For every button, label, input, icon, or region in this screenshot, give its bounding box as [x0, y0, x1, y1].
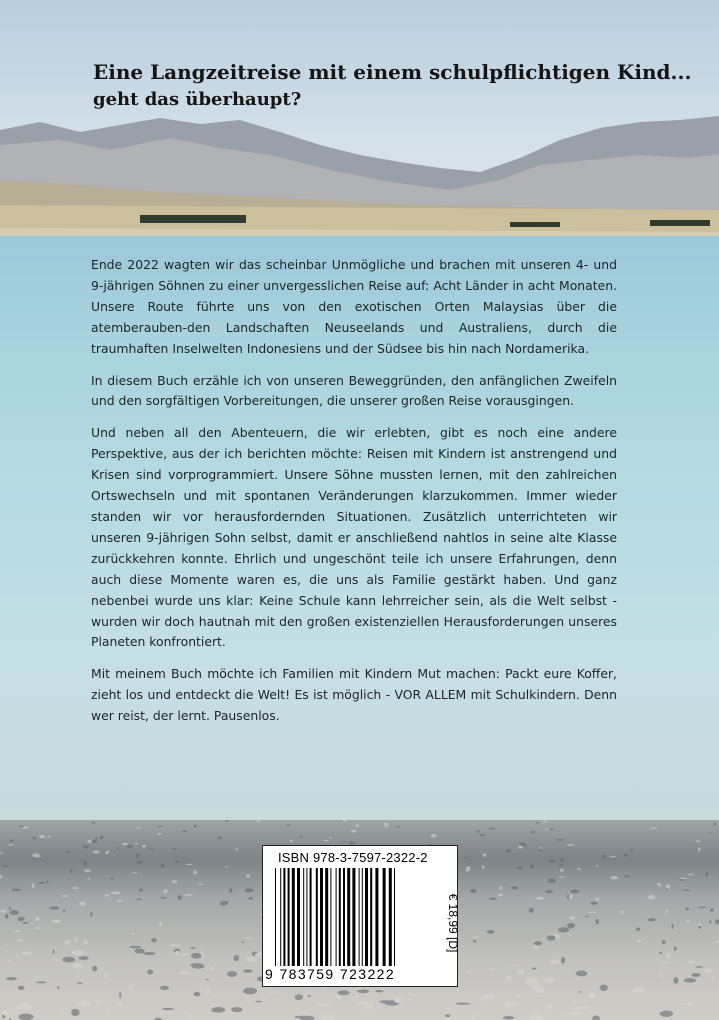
blurb-paragraph-3: Und neben all den Abenteuern, die wir erlebten, gibt es noch eine andere Perspektive, aus der ich berichten möchte: Reisen mit Kindern ist anstrengend und Krisen sind vorprogrammiert. Unsere Söhne mussten lernen, mit den zahlreichen Ortswechseln und mit spontanen Veränderungen klarzukommen. Immer wieder standen wir vor herausfordernden Situationen. Zusätzlich unterrichteten wir unseren 9-jährigen Sohn selbst, damit er anschließend nahtlos in seine alte Klasse zurückkehren konnte. Ehrlich und ungeschönt teile ich unsere Erfahrungen, denn auch diese Momente waren es, die uns als Familie gestärkt haben. Und ganz nebenbei wurde uns klar: Keine Schule kann lehrreicher sein, als die Welt selbst - wurden wir doch hautnah mit den großen existenziellen Herausforderungen unseres Planeten konfrontiert.: [91, 425, 617, 650]
blurb-text: [91, 255, 617, 738]
barcode-icon: [273, 868, 421, 966]
blurb-paragraph-2: In diesem Buch erzähle ich von unseren Beweggründen, den anfänglichen Zweifeln und den sorgfältigen Vorbereitungen, die unserer großen Reise vorausgingen.: [91, 372, 617, 409]
blurb-paragraph-1: Ende 2022 wagten wir das scheinbar Unmögliche und brachen mit unseren 4- und 9-jährigen Söhnen zu einer unvergesslichen Reise auf: Acht Länder in acht Monaten. Unsere Route führte uns von den exotischen Orten Malaysias über die atemberauben-den Landschaften Neuseelands und Australiens, durch die traumhaften Inselwelten Indonesiens und der Südsee bis hin nach Nordamerika.: [91, 257, 617, 356]
isbn-label: ISBN 978-3-7597-2322-2: [278, 850, 428, 865]
isbn-digits: 9 783759 723222: [265, 966, 395, 982]
cover-title: Eine Langzeitreise mit einem schulpflichtigen Kind...: [93, 60, 692, 84]
price-label: € 18,99 [D]: [446, 893, 460, 953]
blurb-paragraph-4: Mit meinem Buch möchte ich Familien mit Kindern Mut machen: Packt eure Koffer, zieht los und entdeckt die Welt! Es ist möglich - VOR ALLEM mit Schulkindern. Denn wer reist, der lernt. Pausenlos.: [91, 666, 617, 724]
barcode-box: [262, 845, 458, 987]
cover-subtitle: geht das überhaupt?: [93, 89, 302, 110]
mountain-range: [0, 110, 719, 240]
